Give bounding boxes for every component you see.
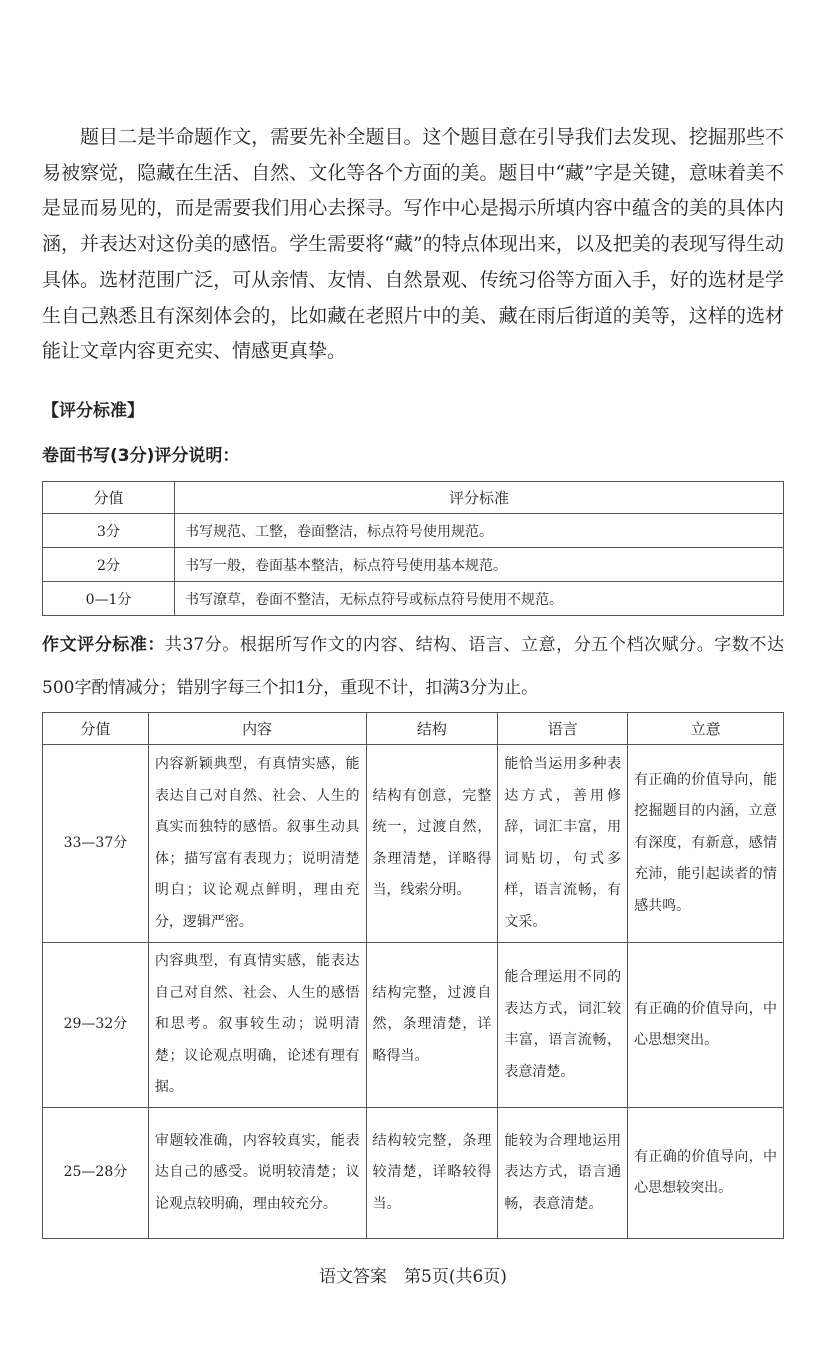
theme-cell: 有正确的价值导向，能挖掘题目的内涵，立意有深度，有新意，感情充沛，能引起读者的情感共鸣。	[628, 745, 784, 943]
criteria-cell: 书写潦草，卷面不整洁，无标点符号或标点符号使用不规范。	[175, 582, 784, 616]
criteria-cell: 书写规范、工整，卷面整洁，标点符号使用规范。	[175, 514, 784, 548]
header-structure: 结构	[366, 713, 498, 745]
table-header-row	[43, 713, 784, 745]
table-row	[43, 548, 784, 582]
theme-cell: 有正确的价值导向，中心思想较突出。	[628, 1108, 784, 1239]
header-language: 语言	[498, 713, 628, 745]
table-header-row	[43, 482, 784, 514]
score-cell: 3分	[43, 514, 175, 548]
score-cell: 33—37分	[43, 745, 149, 943]
structure-cell: 结构较完整，条理较清楚，详略较得当。	[366, 1108, 498, 1239]
structure-cell: 结构完整，过渡自然，条理清楚，详略得当。	[366, 943, 498, 1108]
content-cell: 内容新颖典型，有真情实感，能表达自己对自然、社会、人生的真实而独特的感悟。叙事生动具体；描写富有表现力；说明清楚明白；议论观点鲜明，理由充分，逻辑严密。	[148, 745, 366, 943]
intro-paragraph: 题目二是半命题作文，需要先补全题目。这个题目意在引导我们去发现、挖掘那些不易被察觉，隐藏在生活、自然、文化等各个方面的美。题目中“藏”字是关键，意味着美不是显而易见的，而是需要我们用心去探寻。写作中心是揭示所填内容中蕴含的美的具体内涵，并表达对这份美的感悟。学生需要将“藏”的特点体现出来，以及把美的表现写得生动具体。选材范围广泛，可从亲情、友情、自然景观、传统习俗等方面入手，好的选材是学生自己熟悉且有深刻体会的，比如藏在老照片中的美、藏在雨后街道的美等，这样的选材能让文章内容更充实、情感更真挚。	[42, 126, 784, 363]
header-criteria: 评分标准	[175, 482, 784, 514]
table-row	[43, 514, 784, 548]
handwriting-title: 卷面书写(3分)评分说明：	[42, 446, 240, 466]
header-content: 内容	[148, 713, 366, 745]
essay-criteria-text: 共37分。根据所写作文的内容、结构、语言、立意，分五个档次赋分。字数不达500字酌情减分；错别字每三个扣1分，重现不计，扣满3分为止。	[42, 635, 785, 698]
structure-cell: 结构有创意，完整统一，过渡自然，条理清楚，详略得当，线索分明。	[366, 745, 498, 943]
page-footer: 语文答案 第5页(共6页)	[319, 1267, 507, 1287]
criteria-cell: 书写一般，卷面基本整洁，标点符号使用基本规范。	[175, 548, 784, 582]
header-theme: 立意	[628, 713, 784, 745]
content-cell: 审题较准确，内容较真实，能表达自己的感受。说明较清楚；议论观点较明确，理由较充分。	[148, 1108, 366, 1239]
header-score: 分值	[43, 482, 175, 514]
language-cell: 能恰当运用多种表达方式，善用修辞，词汇丰富，用词贴切，句式多样，语言流畅，有文采。	[498, 745, 628, 943]
essay-criteria-lead: 作文评分标准：	[42, 635, 165, 655]
table-row	[43, 943, 784, 1108]
score-cell: 29—32分	[43, 943, 149, 1108]
essay-table	[42, 712, 784, 1239]
handwriting-table	[42, 481, 784, 616]
table-row	[43, 1108, 784, 1239]
language-cell: 能合理运用不同的表达方式，词汇较丰富，语言流畅，表意清楚。	[498, 943, 628, 1108]
language-cell: 能较为合理地运用表达方式，语言通畅，表意清楚。	[498, 1108, 628, 1239]
table-row	[43, 745, 784, 943]
score-cell: 25—28分	[43, 1108, 149, 1239]
score-cell: 0—1分	[43, 582, 175, 616]
essay-criteria-intro	[42, 624, 784, 710]
section-title: 【评分标准】	[42, 401, 144, 421]
table-row	[43, 582, 784, 616]
score-cell: 2分	[43, 548, 175, 582]
content-cell: 内容典型，有真情实感，能表达自己对自然、社会、人生的感悟和思考。叙事较生动；说明清楚；议论观点明确，论述有理有据。	[148, 943, 366, 1108]
header-score: 分值	[43, 713, 149, 745]
theme-cell: 有正确的价值导向，中心思想突出。	[628, 943, 784, 1108]
